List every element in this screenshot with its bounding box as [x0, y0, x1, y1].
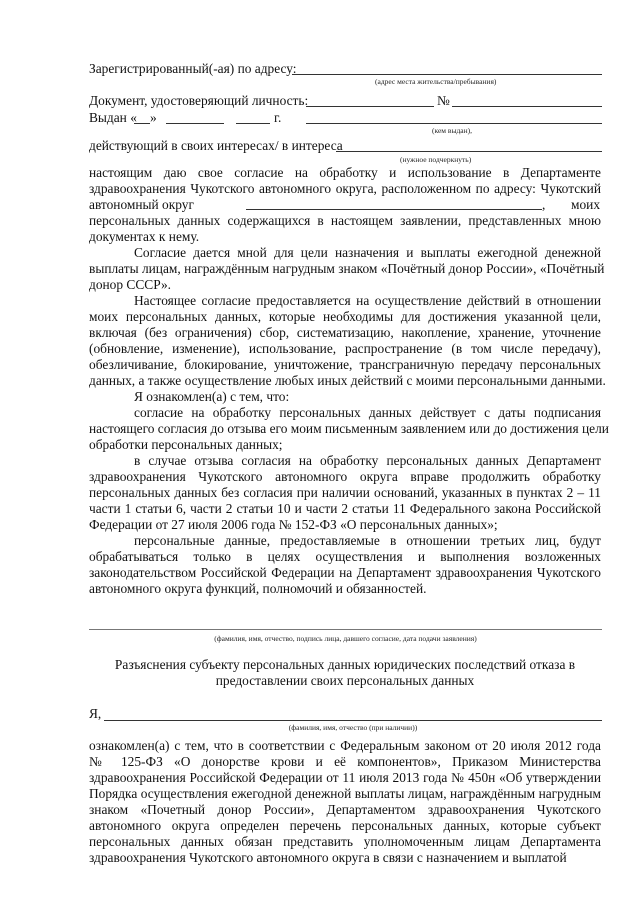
explanation-line: здравоохранения Российской Федерации от 11 июля 2013 года № 450н «Об утверждении: [89, 770, 601, 785]
address-caption: (адрес места жительства/пребывания): [375, 77, 497, 86]
full-name-caption: (фамилия, имя, отчество (при наличии)): [288, 723, 418, 732]
explanation-line: автономного округа определен перечень персональных данных, которые субъект: [89, 818, 601, 833]
consent-line: автономный округ: [89, 197, 194, 212]
explanation-line: знаком «Почетный донор России», Департаментом здравоохранения Чукотского: [89, 802, 601, 817]
issued-month-field[interactable]: [166, 123, 224, 124]
consent-line: документах к нему.: [89, 229, 200, 244]
document-page: Зарегистрированный(-ая) по адресу: (адрес места жительства/пребывания) Документ, удостоверяющий личность: № Выдан « » г. (кем выдан), действующий в своих интересах/ в интереса (нужное подчеркнуть) настоящим даю свое согласие на обработку и использование в Департаменте здравоохранения Чукотского автономного округа, расположенном по адресу: Чукотский автономный округ , моих персональных данных содержащихся в настоящем заявлении, представленных мною документах к нему. Согласие дается мной для цели назначения и выплаты ежегодной денежной выплаты лицам, награждённым нагрудным знаком «Почётный донор России», «Почётный донор СССР». Настоящее согласие предоставляется на осуществление действий в отношении моих персональных данных, которые необходимы для достижения указанной цели, включая (без ограничения) сбор, систематизацию, накопление, хранение, уточнение (обновление, изменение), использование, распространение (в том числе передачу), обезличивание, блокирование, уничтожение, трансграничную передачу персональных данных, а также осуществление любых иных действий с моими персональными данными. Я ознакомлен(а) с тем, что: согласие на обработку персональных данных действует с даты подписания настоящего согласия до отзыва его моим письменным заявлением или до достижения цели обработки персональных данных; в случае отзыва согласия на обработку персональных данных Департамент здравоохранения Чукотского автономного округа вправе продолжить обработку персональных данных без согласия при наличии оснований, указанных в пунктах 2 – 11 части 1 статьи 6, части 2 статьи 10 и части 2 статьи 11 Федерального закона Российской Федерации от 27 июля 2006 года № 152-ФЗ «О персональных данных»; персональные данные, предоставляемые в отношении третьих лиц, будут обрабатываться только в целях осуществления и выполнения возложенных законодательством Российской Федерации на Департамент здравоохранения Чукотского автономного округа функций, полномочий и обязанностей. (фамилия, имя, отчество, подпись лица, давшего согласие, дата подачи заявления) Разъяснения субъекту персональных данных юридических последствий отказа в предоставлении своих персональных данных Я, (фамилия, имя, отчество (при наличии)) ознакомлен(а) с тем, что в соответствии с Федеральным законом от 20 июля 2012 года № 125-ФЗ «О донорстве крови и её компонентов», Приказом Министерства здравоохранения Российской Федерации от 11 июля 2013 года № 450н «Об утверждении Порядка осуществления ежегодной денежной выплаты лицам, награждённым нагрудным знаком «Почетный донор России», Департаментом здравоохранения Чукотского автономного округа определен перечень персональных данных, которые субъект персональных данных обязан представить уполномоченным лицам Департамента здравоохранения Чукотского автономного округа в связи с назначением и выплатой: [89, 61, 609, 865]
consent-line: Согласие дается мной для цели назначения и выплаты ежегодной денежной: [134, 245, 601, 260]
issued-mid: »: [150, 110, 157, 125]
location-field[interactable]: [246, 209, 542, 210]
consent-line: моих: [571, 197, 601, 212]
explanation-line: персональных данных обязан представить уполномоченным лицам Департамента: [89, 834, 601, 849]
consent-line: данных, а также осуществление любых иных действий с моими персональными данными.: [89, 373, 606, 388]
consent-line: персональных данных без согласия при наличии оснований, указанных в пунктах 2 – 11: [89, 485, 601, 500]
consent-line: донор СССР».: [89, 277, 172, 292]
consent-line: в случае отзыва согласия на обработку персональных данных Департамент: [134, 453, 601, 468]
explanation-line: здравоохранения Чукотского автономного округа в связи с назначением и выплатой: [89, 850, 567, 865]
number-sign: №: [437, 93, 450, 108]
full-name-field[interactable]: [104, 720, 602, 721]
issued-day-field[interactable]: [134, 123, 150, 124]
consent-line: включая (без ограничения) сбор, систематизацию, накопление, хранение, уточнение: [89, 325, 601, 340]
registered-address-label: Зарегистрированный(-ая) по адресу:: [89, 61, 297, 76]
explanation-title-line-2: предоставлении своих персональных данных: [215, 673, 475, 688]
id-document-field[interactable]: [306, 106, 434, 107]
consent-line: здравоохранения Чукотского автономного округа вправе продолжить обработку: [89, 469, 601, 484]
consent-line: персональных данных содержащихся в настоящем заявлении, представленных мною: [89, 213, 601, 228]
acting-field[interactable]: [336, 151, 602, 152]
consent-line: моих персональных данных, которые необходимы для достижения указанной цели,: [89, 309, 601, 324]
id-number-field[interactable]: [452, 106, 602, 107]
issued-prefix: Выдан «: [89, 110, 137, 125]
consent-line: настоящим даю свое согласие на обработку и использование в Департаменте: [89, 165, 601, 180]
signature-field[interactable]: [89, 629, 602, 630]
consent-line: обрабатываться только в целях осуществления и выполнения возложенных: [89, 549, 601, 564]
consent-line: персональные данные, предоставляемые в отношении третьих лиц, будут: [134, 533, 601, 548]
consent-line: автономного округа функций, полномочий и обязанностей.: [89, 581, 427, 596]
explanation-line: № 125-ФЗ «О донорстве крови и её компонентов», Приказом Министерства: [89, 754, 601, 769]
address-field[interactable]: [292, 74, 602, 75]
explanation-title-line-1: Разъяснения субъекту персональных данных юридических последствий отказа в: [114, 657, 576, 672]
consent-line: здравоохранения Чукотского автономного округа, расположенном по адресу: Чукотский: [89, 181, 601, 196]
id-document-label: Документ, удостоверяющий личность:: [89, 93, 309, 108]
consent-line: законодательством Российской Федерации на Департамент здравоохранения Чукотского: [89, 565, 601, 580]
signature-caption: (фамилия, имя, отчество, подпись лица, давшего согласие, дата подачи заявления): [214, 634, 477, 643]
issued-year-field[interactable]: [236, 123, 270, 124]
consent-line: (обновление, изменение), использование, распространение (в том числе передачу),: [89, 341, 601, 356]
consent-line: Федерации от 27 июля 2006 года № 152-ФЗ «О персональных данных»;: [89, 517, 498, 532]
issued-by-caption: (кем выдан),: [432, 126, 473, 135]
explanation-line: Порядка осуществления ежегодной денежной выплаты лицам, награждённым нагрудным: [89, 786, 601, 801]
consent-line: выплаты лицам, награждённым нагрудным знаком «Почётный донор России», «Почётный: [89, 261, 605, 276]
consent-line: Я ознакомлен(а) с тем, что:: [134, 389, 290, 404]
underline-caption: (нужное подчеркнуть): [400, 155, 472, 164]
issued-by-field[interactable]: [306, 123, 602, 124]
acting-label: действующий в своих интересах/ в интереса: [89, 138, 343, 153]
consent-line: Настоящее согласие предоставляется на осуществление действий в отношении: [134, 293, 601, 308]
consent-line: части 1 статьи 6, части 2 статьи 10 и части 2 статьи 11 Федерального закона Российской: [89, 501, 601, 516]
i-label: Я,: [89, 706, 102, 721]
explanation-line: ознакомлен(а) с тем, что в соответствии с Федеральным законом от 20 июля 2012 года: [89, 738, 601, 753]
consent-line: настоящего согласия до отзыва его моим письменным заявлением или до достижения цели: [89, 421, 609, 436]
consent-line: согласие на обработку персональных данных действует с даты подписания: [134, 405, 601, 420]
year-suffix: г.: [274, 110, 282, 125]
consent-line: обработки персональных данных;: [89, 437, 283, 452]
consent-line: обезличивание, блокирование, уничтожение, трансграничную передачу персональных: [89, 357, 601, 372]
